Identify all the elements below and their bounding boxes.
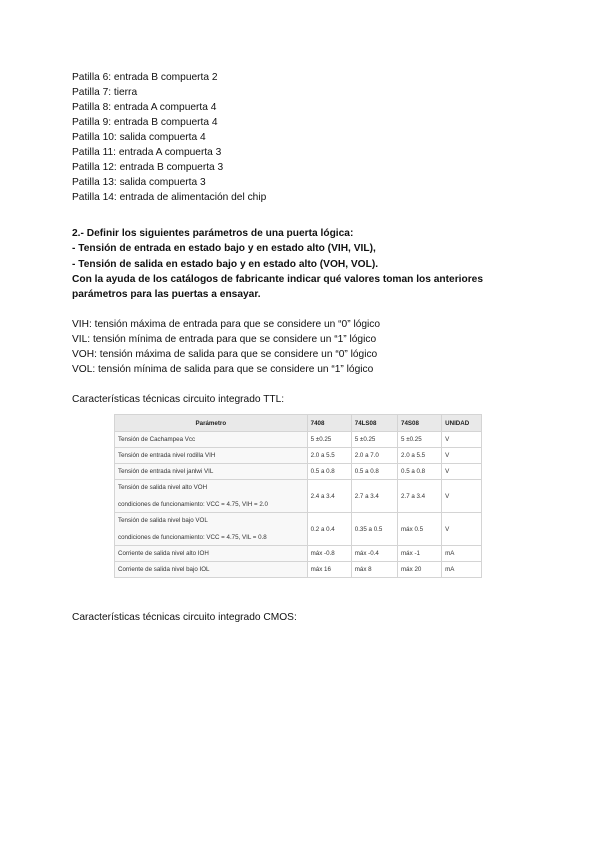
value-cell: 2.0 a 5.5 bbox=[398, 448, 442, 464]
header-74ls08: 74LS08 bbox=[351, 415, 397, 432]
value-cell: 0.5 a 0.8 bbox=[351, 464, 397, 480]
pin-line: Patilla 6: entrada B compuerta 2 bbox=[72, 72, 218, 83]
pin-line: Patilla 11: entrada A compuerta 3 bbox=[72, 147, 222, 158]
unit-cell: V bbox=[442, 464, 482, 480]
param-cell: Tensión de entrada nivel rodilla VIH bbox=[115, 448, 308, 464]
pin-line: Patilla 13: salida compuerta 3 bbox=[72, 177, 206, 188]
table-row bbox=[115, 562, 482, 578]
unit-cell: V bbox=[442, 480, 482, 513]
question-block bbox=[72, 226, 532, 302]
header-parametro: Parámetro bbox=[115, 415, 308, 432]
vol-label: Tensión de salida nivel bajo VOL bbox=[118, 517, 208, 524]
unit-cell: mA bbox=[442, 546, 482, 562]
param-cell: Tensión de Cachampea Vcc bbox=[115, 432, 308, 448]
value-cell: 0.5 a 0.8 bbox=[307, 464, 351, 480]
question-title: 2.- Definir los siguientes parámetros de una puerta lógica: bbox=[72, 228, 354, 239]
value-cell: máx 8 bbox=[351, 562, 397, 578]
value-cell: máx -1 bbox=[398, 546, 442, 562]
table-row bbox=[115, 464, 482, 480]
value-cell: 2.0 a 5.5 bbox=[307, 448, 351, 464]
pin-line: Patilla 12: entrada B compuerta 3 bbox=[72, 162, 224, 173]
table-header-row bbox=[115, 415, 482, 432]
unit-cell: V bbox=[442, 513, 482, 546]
ttl-parameters-table bbox=[114, 414, 482, 578]
pin-line: Patilla 9: entrada B compuerta 4 bbox=[72, 117, 218, 128]
document-page bbox=[72, 70, 532, 407]
question-text: parámetros para las puertas a ensayar. bbox=[72, 289, 261, 301]
definitions-block bbox=[72, 317, 532, 377]
pin-line: Patilla 10: salida compuerta 4 bbox=[72, 132, 206, 143]
table-row bbox=[115, 432, 482, 448]
value-cell: 5 ±0.25 bbox=[307, 432, 351, 448]
table-row bbox=[115, 480, 482, 513]
pin-line: Patilla 14: entrada de alimentación del chip bbox=[72, 192, 267, 203]
value-cell: 0.35 a 0.5 bbox=[351, 513, 397, 546]
cmos-caption: Características técnicas circuito integrado CMOS: bbox=[72, 612, 297, 623]
value-cell: 0.2 a 0.4 bbox=[307, 513, 351, 546]
voh-conditions: condiciones de funcionamiento: VCC = 4.75, VIH = 2.0 bbox=[118, 501, 268, 508]
pin-list bbox=[72, 70, 532, 205]
header-7408: 7408 bbox=[307, 415, 351, 432]
param-cell: Corriente de salida nivel bajo IOL bbox=[115, 562, 308, 578]
pin-line: Patilla 7: tierra bbox=[72, 87, 138, 98]
header-74s08: 74S08 bbox=[398, 415, 442, 432]
param-cell: Corriente de salida nivel alto IOH bbox=[115, 546, 308, 562]
value-cell: máx 20 bbox=[398, 562, 442, 578]
question-item: - Tensión de salida en estado bajo y en estado alto (VOH, VOL). bbox=[72, 258, 379, 270]
table-row bbox=[115, 513, 482, 546]
value-cell: 2.4 a 3.4 bbox=[307, 480, 351, 513]
table-row bbox=[115, 448, 482, 464]
value-cell: 5 ±0.25 bbox=[351, 432, 397, 448]
unit-cell: V bbox=[442, 448, 482, 464]
table-row bbox=[115, 546, 482, 562]
pin-line: Patilla 8: entrada A compuerta 4 bbox=[72, 102, 217, 113]
value-cell: 2.0 a 7.0 bbox=[351, 448, 397, 464]
vol-conditions: condiciones de funcionamiento: VCC = 4.75, VIL = 0.8 bbox=[118, 534, 267, 541]
value-cell: 5 ±0.25 bbox=[398, 432, 442, 448]
value-cell: máx 0.5 bbox=[398, 513, 442, 546]
value-cell: 0.5 a 0.8 bbox=[398, 464, 442, 480]
definition-line: VOH: tensión máxima de salida para que se considere un “0” lógico bbox=[72, 349, 378, 361]
value-cell: 2.7 a 3.4 bbox=[398, 480, 442, 513]
ttl-caption: Características técnicas circuito integrado TTL: bbox=[72, 394, 285, 406]
unit-cell: mA bbox=[442, 562, 482, 578]
value-cell: máx -0.4 bbox=[351, 546, 397, 562]
definition-line: VOL: tensión mínima de salida para que se considere un “1” lógico bbox=[72, 364, 374, 376]
value-cell: 2.7 a 3.4 bbox=[351, 480, 397, 513]
unit-cell: V bbox=[442, 432, 482, 448]
definition-line: VIH: tensión máxima de entrada para que se considere un “0” lógico bbox=[72, 319, 381, 331]
param-cell bbox=[115, 480, 308, 513]
param-cell: Tensión de entrada nivel janlwi VIL bbox=[115, 464, 308, 480]
value-cell: máx -0.8 bbox=[307, 546, 351, 562]
question-item: - Tensión de entrada en estado bajo y en estado alto (VIH, VIL), bbox=[72, 243, 376, 255]
header-unidad: UNIDAD bbox=[442, 415, 482, 432]
voh-label: Tensión de salida nivel alto VOH bbox=[118, 484, 208, 491]
value-cell: máx 16 bbox=[307, 562, 351, 578]
param-cell bbox=[115, 513, 308, 546]
question-text: Con la ayuda de los catálogos de fabricante indicar qué valores toman los anteriores bbox=[72, 273, 484, 285]
definition-line: VIL: tensión mínima de entrada para que se considere un “1” lógico bbox=[72, 334, 377, 346]
